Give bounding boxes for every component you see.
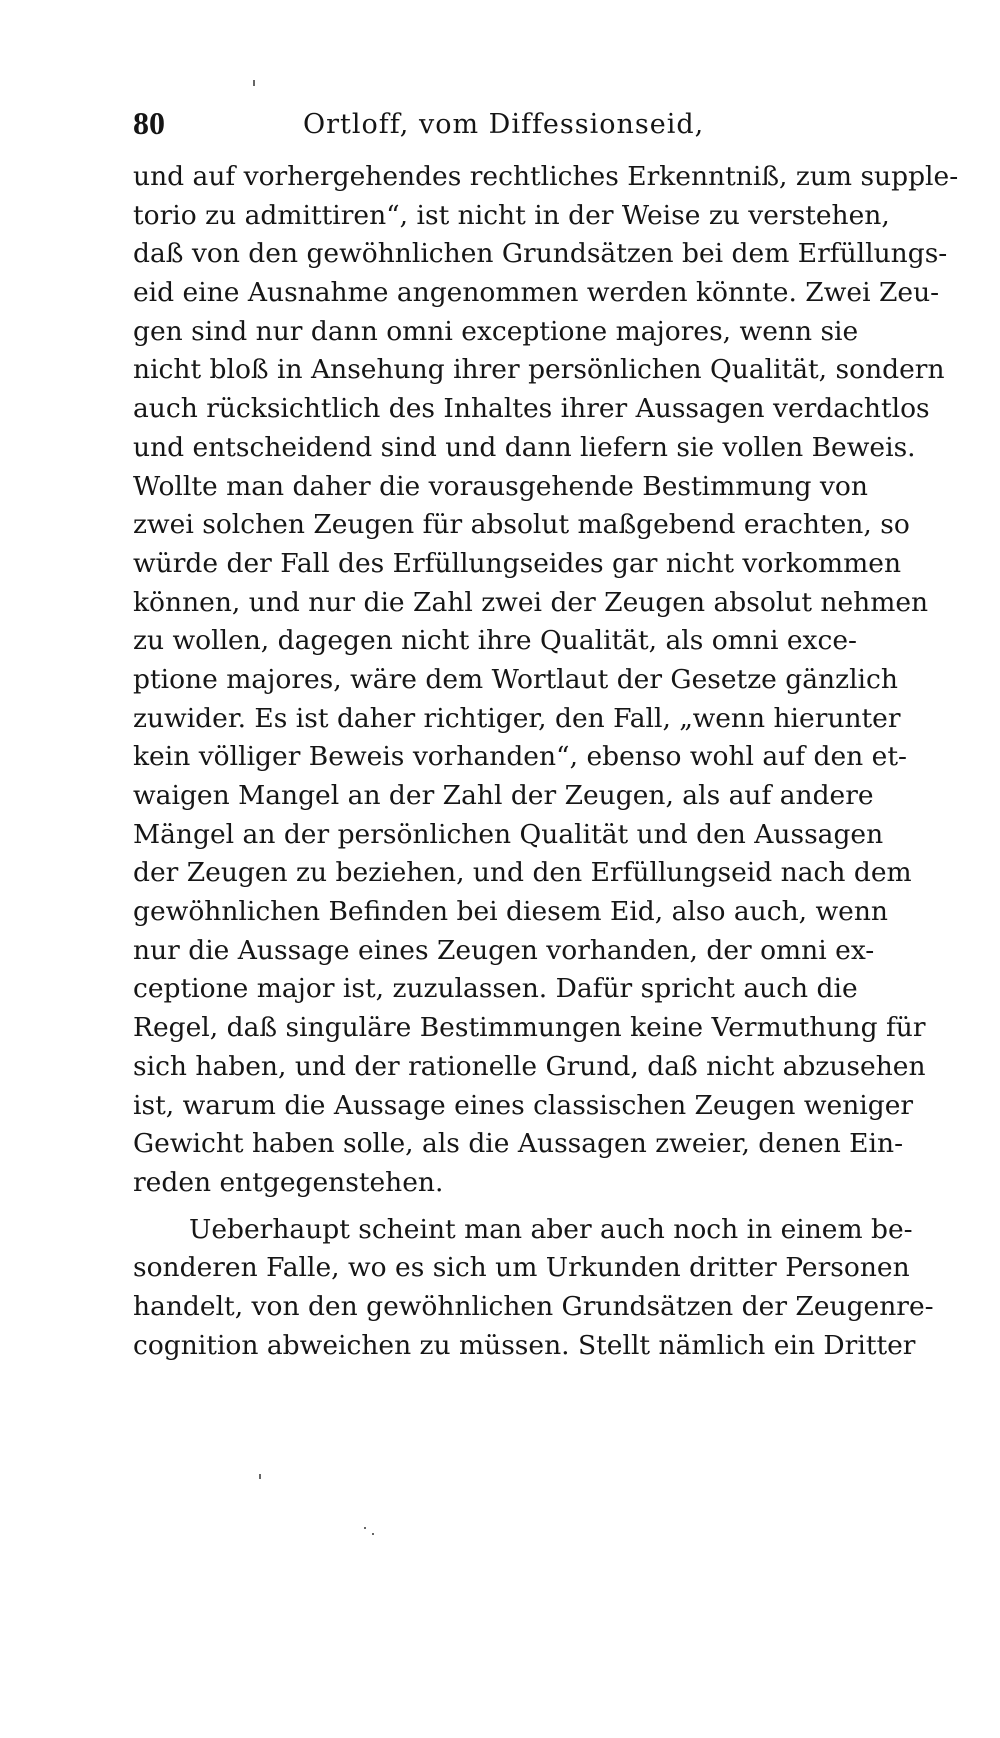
text-line: torio zu admittiren“, ist nicht in der Weise zu verstehen,	[133, 199, 890, 231]
text-line: der Zeugen zu beziehen, und den Erfüllungseid nach dem	[133, 857, 912, 889]
text-line: nicht bloß in Ansehung ihrer persönlichen Qualität, sondern	[133, 354, 945, 386]
text-line: ist, warum die Aussage eines classischen Zeugen weniger	[133, 1089, 914, 1121]
body-text	[133, 158, 959, 1365]
text-line: cognition abweichen zu müssen. Stellt nämlich ein Dritter	[133, 1329, 916, 1361]
text-line: zuwider. Es ist daher richtiger, den Fall, „wenn hierunter	[133, 702, 901, 734]
running-head: Ortloff, vom Diffessionseid,	[303, 109, 705, 140]
text-line: handelt, von den gewöhnlichen Grundsätzen der Zeugenre-	[133, 1290, 934, 1322]
text-line: reden entgegenstehen.	[133, 1166, 444, 1198]
text-line: Wollte man daher die vorausgehende Bestimmung von	[133, 470, 868, 502]
paragraph-2	[133, 1211, 934, 1366]
text-line: eid eine Ausnahme angenommen werden könnte. Zwei Zeu-	[133, 277, 940, 309]
paragraph-1	[133, 158, 959, 1203]
text-line: zwei solchen Zeugen für absolut maßgebend erachten, so	[133, 509, 910, 541]
text-line: Gewicht haben solle, als die Aussagen zweier, denen Ein-	[133, 1128, 904, 1160]
text-line: und auf vorhergehendes rechtliches Erkenntniß, zum supple-	[133, 161, 959, 192]
text-line: würde der Fall des Erfüllungseides gar nicht vorkommen	[133, 547, 902, 579]
text-line: ptione majores, wäre dem Wortlaut der Gesetze gänzlich	[133, 663, 898, 695]
text-line: zu wollen, dagegen nicht ihre Qualität, als omni exce-	[133, 625, 857, 657]
text-line: gen sind nur dann omni exceptione majores, wenn sie	[133, 315, 859, 347]
text-line: waigen Mangel an der Zahl der Zeugen, als auf andere	[133, 780, 874, 811]
paragraph-gap	[133, 1203, 853, 1211]
text-line: Mängel an der persönlichen Qualität und den Aussagen	[133, 818, 884, 850]
text-line: sich haben, und der rationelle Grund, daß nicht abzusehen	[133, 1050, 926, 1082]
text-line: daß von den gewöhnlichen Grundsätzen bei dem Erfüllungs-	[133, 238, 948, 270]
text-line: können, und nur die Zahl zwei der Zeugen absolut nehmen	[133, 586, 929, 618]
print-speck	[372, 1533, 374, 1535]
text-line: sonderen Falle, wo es sich um Urkunden dritter Personen	[133, 1252, 910, 1284]
page-header	[133, 105, 850, 155]
print-speck	[364, 1527, 366, 1529]
text-line: Ueberhaupt scheint man aber auch noch in einem be-	[189, 1213, 913, 1245]
text-line: Regel, daß singuläre Bestimmungen keine Vermuthung für	[133, 1012, 926, 1044]
page-number: 80	[133, 105, 165, 141]
text-line: und entscheidend sind und dann liefern sie vollen Beweis.	[133, 431, 916, 463]
text-line: ceptione major ist, zuzulassen. Dafür spricht auch die	[133, 973, 858, 1005]
print-speck	[259, 1474, 261, 1479]
print-speck	[253, 80, 255, 86]
text-line: auch rücksichtlich des Inhaltes ihrer Aussagen verdachtlos	[133, 393, 930, 425]
text-line: gewöhnlichen Befinden bei diesem Eid, also auch, wenn	[133, 896, 888, 928]
text-line: kein völliger Beweis vorhanden“, ebenso wohl auf den et-	[133, 741, 907, 773]
text-line: nur die Aussage eines Zeugen vorhanden, der omni ex-	[133, 934, 875, 966]
